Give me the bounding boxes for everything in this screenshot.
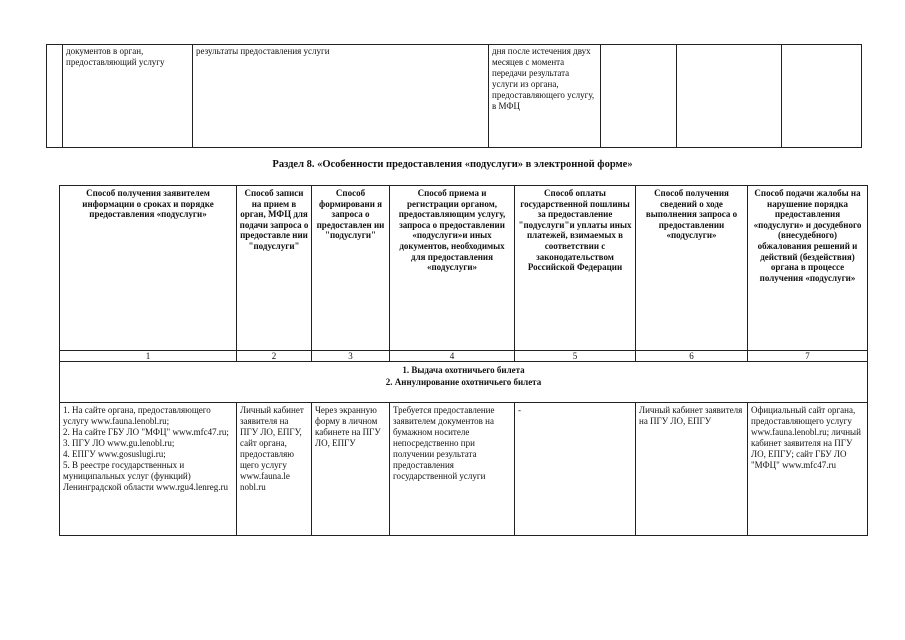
column-number: 2 (237, 351, 312, 362)
subheading: 1. Выдача охотничьего билета (402, 365, 525, 375)
table-cell: дня после истечения двух месяцев с момента передачи результата услуги из органа, предоставляющего услугу, в МФЦ (489, 45, 601, 148)
column-header: Способ приема и регистрации органом, предоставляющим услугу, запроса о предоставлении «подуслуги»и иных документов, необходимых для предоставления «подуслуги» (390, 186, 515, 351)
section-title: Раздел 8. «Особенности предоставления «подуслуги» в электронной форме» (272, 159, 633, 170)
table-cell (60, 403, 237, 536)
table-row (47, 45, 862, 148)
subheading: 2. Аннулирование охотничьего билета (385, 377, 542, 387)
table-cell: документов в орган, предоставляющий услугу (63, 45, 193, 148)
table-cell: Личный кабинет заявителя на ПГУ ЛО, ЕПГУ (636, 403, 748, 536)
table-row (60, 403, 868, 536)
table-cell (47, 45, 63, 148)
column-header: Способ оплаты государственной пошлины за предоставление "подуслуги"и уплаты иных платежей, взимаемых в соответствии с законодательством Российской Федерации (515, 186, 636, 351)
column-number: 7 (748, 351, 868, 362)
info-source-item: 5. В реестре государственных и муниципальных услуг (функций) Ленинградской области www.rgu4.lenreg.ru (63, 460, 229, 492)
table-cell: Через экранную форму в личном кабинете на ПГУ ЛО, ЕПГУ (312, 403, 390, 536)
header-row (60, 186, 868, 351)
column-number: 5 (515, 351, 636, 362)
column-header: Способ получения сведений о ходе выполнения запроса о предоставлении «подуслуги» (636, 186, 748, 351)
column-number: 4 (390, 351, 515, 362)
column-header: Способ записи на прием в орган, МФЦ для подачи запроса о предоставле нии "подуслуги" (237, 186, 312, 351)
column-number-row (60, 351, 868, 362)
column-number: 6 (636, 351, 748, 362)
subheading-row (60, 362, 868, 403)
table-cell: Личный кабинет заявителя на ПГУ ЛО, ЕПГУ, сайт органа, предоставляю щего услугу www.fauna.le nobl.ru (237, 403, 312, 536)
info-source-item: 1. На сайте органа, предоставляющего услугу www.fauna.lenobl.ru; (63, 405, 211, 426)
table-cell: - (515, 403, 636, 536)
table-cell: Требуется предоставление заявителем документов на бумажном носителе непосредственно при получении результата предоставления государственной услуги (390, 403, 515, 536)
section-8-table (59, 185, 868, 536)
table-cell (677, 45, 782, 148)
table-cell (782, 45, 862, 148)
column-header: Способ подачи жалобы на нарушение порядка предоставления «подуслуги» и досудебного (внесудебного) обжалования решений и действий (бездействия) органа в процессе получения «подуслуги» (748, 186, 868, 351)
column-header: Способ формировани я запроса о предоставлен ии "подуслуги" (312, 186, 390, 351)
table-cell: результаты предоставления услуги (193, 45, 489, 148)
subheading-cell (60, 362, 868, 403)
info-source-item: 4. ЕПГУ www.gosuslugi.ru; (63, 449, 166, 459)
continuation-table (46, 44, 862, 148)
column-number: 1 (60, 351, 237, 362)
column-number: 3 (312, 351, 390, 362)
info-source-item: 3. ПГУ ЛО www.gu.lenobl.ru; (63, 438, 175, 448)
column-header: Способ получения заявителем информации о сроках и порядке предоставления «подуслуги» (60, 186, 237, 351)
info-source-item: 2. На сайте ГБУ ЛО "МФЦ" www.mfc47.ru; (63, 427, 229, 437)
table-cell: Официальный сайт органа, предоставляющего услугу www.fauna.lenobl.ru; личный кабинет заявителя на ПГУ ЛО, ЕПГУ; сайт ГБУ ЛО "МФЦ" www.mfc47.ru (748, 403, 868, 536)
table-cell (601, 45, 677, 148)
